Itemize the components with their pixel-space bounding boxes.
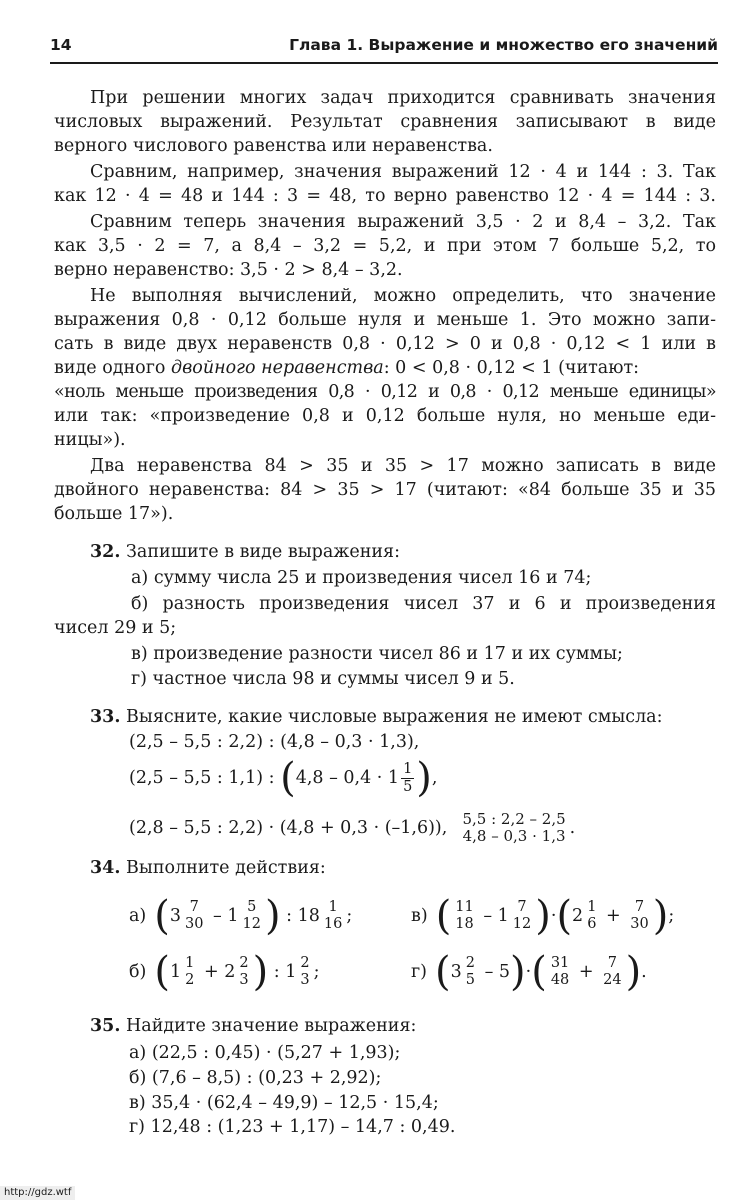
fraction (511, 899, 533, 933)
fraction (183, 955, 196, 989)
chapter-title: Глава 1. Выражение и множество его значений (289, 36, 718, 54)
text-line: больше 17»). (54, 504, 174, 524)
denominator: 30 (630, 916, 649, 932)
whole-part: 1 (285, 962, 297, 982)
text-line: числовых выражений. Результат сравнения записывают в виде (54, 112, 716, 132)
watermark-link[interactable]: http://gdz.wtf (0, 1186, 75, 1200)
fraction (549, 955, 571, 989)
numerator: 31 (550, 955, 570, 971)
operator: + (578, 962, 594, 982)
numerator: 11 (455, 899, 474, 915)
denominator: 12 (512, 916, 532, 932)
operator: + (203, 962, 219, 982)
whole-part: 1 (227, 906, 239, 926)
text-line: Два неравенства 84 > 35 и 35 > 17 можно записать в виде (90, 456, 716, 476)
paren-right: ) (264, 893, 281, 939)
denominator: 4,8 – 0,3 · 1,3 (462, 827, 566, 845)
term-italic: двойного неравенства (171, 358, 384, 378)
text-line: «ноль меньше произведения 0,8 · 0,12 и 0,8 · 0,12 меньше единицы» (54, 382, 716, 402)
text-line: Не выполняя вычислений, можно определить, что значение (90, 286, 716, 306)
denominator: 5 (403, 778, 413, 795)
denominator: 30 (185, 916, 204, 932)
fraction (401, 761, 414, 796)
punct: ; (313, 962, 320, 982)
exercise-prompt: Выясните, какие числовые выражения не имеют смысла: (126, 707, 663, 727)
denominator: 16 (323, 916, 343, 932)
expression-2 (129, 750, 437, 806)
exercise-32-title (90, 540, 716, 564)
paren-left: ( (435, 949, 451, 995)
operator: – (483, 906, 493, 926)
exercise-prompt: Найдите значение выражения: (126, 1016, 417, 1036)
denominator: 3 (300, 972, 310, 988)
item-label: б) (129, 962, 147, 982)
page-header (50, 36, 718, 58)
exercise-34b (129, 944, 320, 1000)
exercise-item: б) разность произведения чисел 37 и 6 и произведения (131, 594, 716, 614)
numerator: 1 (587, 899, 597, 915)
expr-text: . (569, 818, 576, 838)
text-line: сать в виде двух неравенств 0,8 · 0,12 > 0 и 0,8 · 0,12 < 1 или в (54, 334, 716, 354)
exercise-item: б) (7,6 – 8,5) : (0,23 + 2,92); (129, 1068, 382, 1088)
operator: – (484, 962, 494, 982)
exercise-34-title (90, 856, 716, 880)
numerator: 1 (185, 955, 195, 971)
paren-left: ( (531, 949, 547, 995)
paren-left: ( (556, 893, 573, 939)
fraction (585, 899, 598, 933)
exercise-number: 34. (90, 858, 121, 878)
fraction (183, 899, 205, 933)
fraction (237, 955, 250, 989)
numerator: 5 (247, 899, 257, 915)
fraction (628, 899, 650, 933)
expression-1: (2,5 – 5,5 : 2,2) : (4,8 – 0,3 · 1,3), (129, 732, 420, 752)
text-line: ницы»). (54, 430, 126, 450)
fraction (601, 955, 623, 989)
denominator: 2 (185, 972, 195, 988)
fraction (460, 811, 567, 845)
exercise-prompt: Выполните действия: (126, 858, 326, 878)
text-segment: виде одного (54, 358, 166, 378)
operator: · (525, 962, 532, 982)
numerator: 1 (328, 899, 338, 915)
header-rule (50, 62, 718, 64)
expr-text: 4,8 – 0,4 · 1 (295, 768, 400, 788)
exercise-item: а) (22,5 : 0,45) · (5,27 + 1,93); (129, 1043, 401, 1063)
numerator: 7 (634, 899, 645, 915)
punct: . (641, 962, 647, 982)
text-line: верно неравенство: 3,5 · 2 > 8,4 – 3,2. (54, 260, 403, 280)
paren-right: ) (625, 949, 642, 995)
expression-3 (129, 800, 575, 856)
numerator: 7 (517, 899, 527, 915)
numerator: 1 (403, 760, 413, 777)
text-line: как 3,5 · 2 = 7, а 8,4 – 3,2 = 5,2, и при этом 7 больше 5,2, то (54, 236, 716, 256)
fraction (298, 955, 311, 989)
whole-part: 3 (450, 962, 462, 982)
numerator: 7 (189, 899, 199, 915)
expr-text: (2,8 – 5,5 : 2,2) · (4,8 + 0,3 · (–1,6)), (129, 818, 448, 838)
fraction (241, 899, 263, 933)
paren-right: ) (252, 949, 269, 995)
exercise-number: 33. (90, 707, 121, 727)
numerator: 7 (607, 955, 617, 971)
whole-part: 1 (169, 962, 182, 982)
expr-text: (2,5 – 5,5 : 1,1) : (129, 768, 275, 788)
text-line: как 12 · 4 = 48 и 144 : 3 = 48, то верно равенство 12 · 4 = 144 : 3. (54, 186, 716, 206)
denominator: 24 (603, 972, 622, 988)
text-line: Сравним теперь значения выражений 3,5 · 2 и 8,4 – 3,2. Так (90, 212, 716, 232)
exercise-33-title (90, 705, 716, 729)
exercise-34d (411, 944, 647, 1000)
whole-part: 3 (169, 906, 182, 926)
paren-right: ) (510, 949, 526, 995)
text-line: или так: «произведение 0,8 и 0,12 больше нуля, но меньше еди- (54, 406, 716, 426)
text-line (54, 356, 716, 380)
exercise-prompt: Запишите в виде выражения: (126, 542, 400, 562)
exercise-number: 35. (90, 1016, 121, 1036)
exercise-item: г) 12,48 : (1,23 + 1,17) – 14,7 : 0,49. (129, 1117, 456, 1137)
operator: : (286, 906, 293, 926)
text-line: выражения 0,8 · 0,12 больше нуля и меньше 1. Это можно запи- (54, 310, 716, 330)
page-number: 14 (50, 36, 72, 54)
text-line: Сравним, например, значения выражений 12 · 4 и 144 : 3. Так (90, 162, 716, 182)
whole-part: 1 (497, 906, 509, 926)
fraction (322, 899, 344, 933)
paren-left: ( (280, 755, 296, 801)
exercise-34c (411, 888, 674, 944)
operator: · (550, 906, 557, 926)
denominator: 48 (550, 972, 570, 988)
denominator: 5 (465, 972, 475, 988)
text-line: верного числового равенства или неравенства. (54, 136, 493, 156)
expr-text: , (431, 768, 438, 788)
exercise-item: в) произведение разности чисел 86 и 17 и их суммы; (131, 644, 623, 664)
paren-right: ) (535, 893, 551, 939)
paren-right: ) (652, 893, 669, 939)
whole-part: 18 (297, 906, 320, 926)
exercise-item: а) сумму числа 25 и произведения чисел 16 и 74; (131, 568, 592, 588)
fraction (464, 955, 477, 989)
paren-left: ( (154, 893, 170, 939)
item-label: а) (129, 906, 147, 926)
paren-left: ( (435, 893, 452, 939)
numerator: 2 (465, 955, 475, 971)
numerator: 5,5 : 2,2 – 2,5 (462, 810, 566, 828)
denominator: 12 (242, 916, 261, 932)
text-segment: : 0 < 0,8 · 0,12 < 1 (читают: (383, 358, 640, 378)
numerator: 2 (239, 955, 249, 971)
operator: + (606, 906, 621, 926)
paren-left: ( (154, 949, 170, 995)
exercise-item: г) частное числа 98 и суммы чисел 9 и 5. (131, 669, 515, 689)
exercise-35-title (90, 1014, 716, 1038)
exercise-item: в) 35,4 · (62,4 – 49,9) – 12,5 · 15,4; (129, 1093, 439, 1113)
text-line: При решении многих задач приходится сравнивать значения (90, 88, 716, 108)
paren-right: ) (416, 755, 432, 801)
exercise-number: 32. (90, 542, 121, 562)
fraction (453, 899, 475, 933)
item-label: г) (411, 962, 427, 982)
denominator: 18 (455, 916, 474, 932)
number: 5 (498, 962, 511, 982)
operator: – (213, 906, 222, 926)
whole-part: 2 (572, 906, 584, 926)
item-label: в) (411, 906, 428, 926)
operator: : (273, 962, 280, 982)
punct: ; (346, 906, 353, 926)
punct: ; (668, 906, 675, 926)
denominator: 3 (239, 972, 249, 988)
whole-part: 2 (224, 962, 236, 982)
numerator: 2 (300, 955, 310, 971)
denominator: 6 (587, 916, 597, 932)
exercise-34a (129, 888, 352, 944)
text-line: двойного неравенства: 84 > 35 > 17 (читают: «84 больше 35 и 35 (54, 480, 716, 500)
exercise-item: чисел 29 и 5; (54, 618, 177, 638)
